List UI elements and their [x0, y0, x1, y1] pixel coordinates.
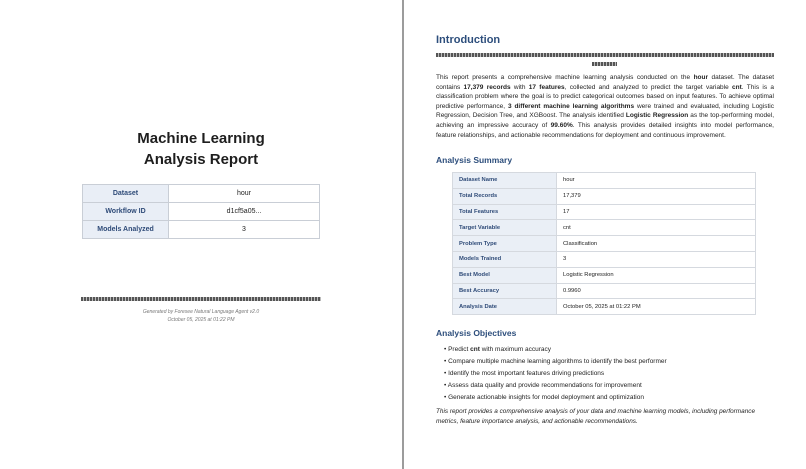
cover-meta-value: 3: [169, 221, 320, 239]
summary-label: Models Trained: [453, 251, 557, 267]
summary-value: cnt: [557, 220, 756, 236]
content-page: [404, 0, 806, 469]
table-row: [453, 267, 756, 283]
summary-value: Classification: [557, 236, 756, 252]
intro-records: 17,379 records: [463, 83, 511, 91]
summary-label: Total Features: [453, 204, 557, 220]
table-row: [83, 185, 320, 203]
intro-text: dataset. The dataset contains: [436, 74, 774, 91]
summary-label: Total Records: [453, 188, 557, 204]
objectives-list: [444, 344, 667, 404]
cover-divider: [81, 297, 321, 301]
heading-divider-tail: [592, 62, 617, 66]
intro-text: This report presents a comprehensive machine learning analysis conducted on the: [436, 74, 694, 81]
intro-best-model: Logistic Regression: [625, 112, 689, 120]
list-item: • Compare multiple machine learning algorithms to identify the best performer: [444, 357, 667, 365]
table-row: [453, 299, 756, 315]
analysis-summary-table: [452, 172, 756, 315]
summary-value: 0.9960: [557, 283, 756, 299]
cover-meta-label: Workflow ID: [83, 203, 169, 221]
summary-label: Target Variable: [453, 220, 557, 236]
closing-paragraph: This report provides a comprehensive analysis of your data and machine learning models, including performance metrics, feature importance analysis, and actionable recommendations.: [436, 408, 755, 425]
objective-text: Assess data quality and provide recommendations for improvement: [447, 381, 642, 389]
table-row: [83, 203, 320, 221]
cover-title-line-2: Analysis Report: [143, 151, 259, 168]
summary-label: Problem Type: [453, 236, 557, 252]
cover-meta-label: Models Analyzed: [83, 221, 169, 239]
summary-value: October 05, 2025 at 01:22 PM: [557, 299, 756, 315]
intro-accuracy: 99.60%: [550, 121, 573, 129]
objective-target: cnt: [470, 346, 480, 353]
objective-text: with maximum accuracy: [479, 346, 552, 353]
heading-divider: [436, 53, 774, 57]
cover-title: [0, 128, 402, 170]
cover-meta-table: [82, 184, 320, 239]
intro-algorithms: 3 different machine learning algorithms: [507, 102, 635, 110]
list-item: • Identify the most important features driving predictions: [444, 369, 605, 377]
list-item: • Generate actionable insights for model deployment and optimization: [444, 393, 644, 401]
list-item: • Predict cnt with maximum accuracy: [444, 346, 552, 353]
summary-value: hour: [557, 173, 756, 189]
table-row: [453, 251, 756, 267]
intro-dataset: hour: [693, 74, 709, 81]
cover-meta-label: Dataset: [83, 185, 169, 203]
cover-footer: [0, 308, 402, 324]
table-row: [83, 221, 320, 239]
objective-text: Compare multiple machine learning algorithms to identify the best performer: [448, 357, 667, 365]
table-row: [453, 236, 756, 252]
table-row: [453, 188, 756, 204]
intro-text: . This analysis provides detailed insights into model performance, feature relationships, and actionable recommendations for deployment and continuous improvement.: [436, 121, 774, 139]
cover-meta-value: hour: [169, 185, 320, 203]
summary-value: 3: [557, 251, 756, 267]
table-row: [453, 283, 756, 299]
analysis-summary-heading: Analysis Summary: [436, 155, 513, 165]
summary-value: 17: [557, 204, 756, 220]
cover-title-line-1: Machine Learning: [137, 130, 265, 147]
intro-text: were trained and evaluated, including Logistic Regression, Decision Tree, and XGBoost. The analysis identified: [436, 102, 774, 120]
generated-by-text: Generated by Foresee Natural Language Agent v2.0: [142, 309, 260, 315]
summary-label: Dataset Name: [453, 173, 557, 189]
intro-text: as the top-performing model, achieving an impressive accuracy of: [436, 112, 774, 129]
summary-label: Best Model: [453, 267, 557, 283]
intro-features: 17 features: [528, 83, 565, 91]
summary-value: Logistic Regression: [557, 267, 756, 283]
summary-label: Best Accuracy: [453, 283, 557, 299]
summary-value: 17,379: [557, 188, 756, 204]
objective-text: Identify the most important features driving predictions: [448, 369, 605, 377]
list-item: • Assess data quality and provide recommendations for improvement: [444, 381, 642, 389]
table-row: [453, 220, 756, 236]
cover-meta-value: d1cf5a05...: [169, 203, 320, 221]
table-row: [453, 173, 756, 189]
intro-text: , collected and analyzed to predict the target variable: [564, 83, 733, 91]
intro-target: cnt: [732, 83, 742, 91]
objective-text: Generate actionable insights for model deployment and optimization: [448, 393, 644, 401]
introduction-heading: Introduction: [436, 34, 501, 46]
intro-text: . This is a classification problem where the goal is to predict categorical outcomes based on input features. To achieve optimal predictive performance,: [436, 83, 774, 110]
objective-text: Predict: [448, 346, 471, 353]
summary-label: Analysis Date: [453, 299, 557, 315]
table-row: [453, 204, 756, 220]
analysis-objectives-heading: Analysis Objectives: [436, 328, 517, 338]
cover-page: [0, 0, 402, 469]
generated-date-text: October 05, 2025 at 01:22 PM: [167, 317, 235, 323]
intro-text: with: [510, 83, 529, 91]
introduction-paragraph: [436, 73, 774, 140]
